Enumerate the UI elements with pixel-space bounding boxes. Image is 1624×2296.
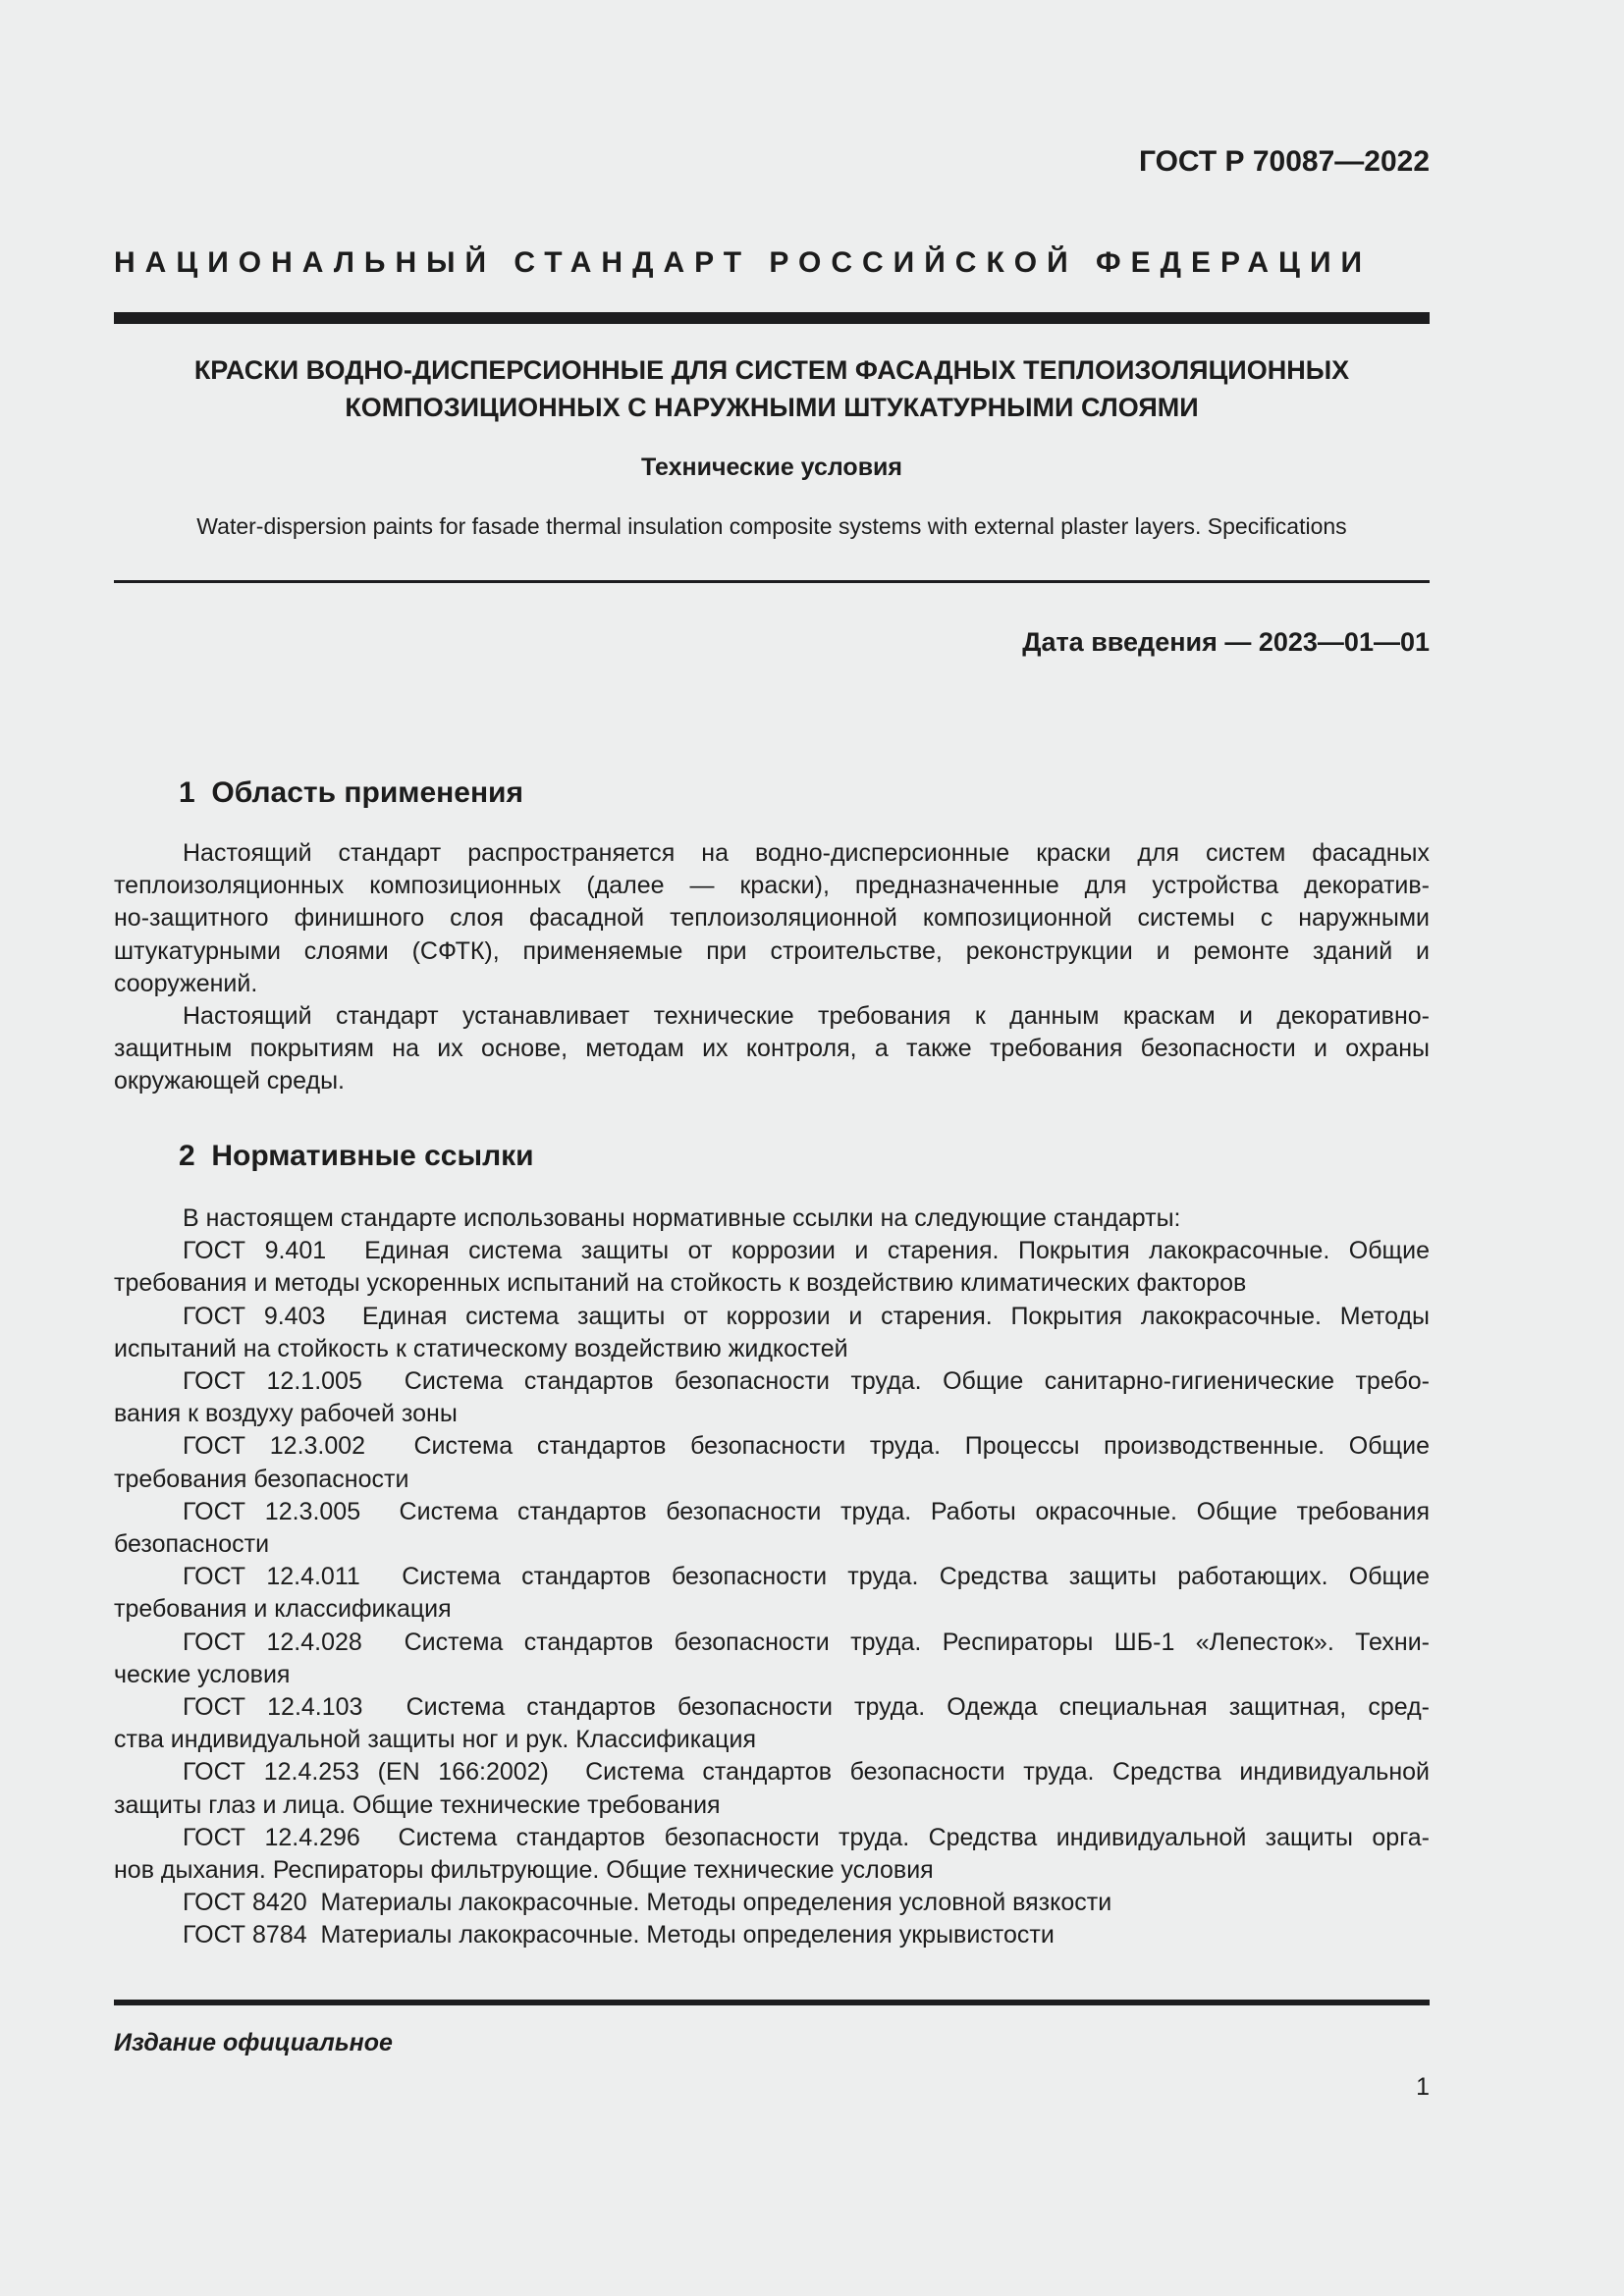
edition-note: Издание официальное bbox=[114, 2029, 393, 2056]
section-1-body bbox=[114, 837, 1430, 1098]
text-line: нов дыхания. Респираторы фильтрующие. Общие технические условия bbox=[114, 1856, 934, 1885]
reference-item bbox=[114, 1627, 1430, 1691]
text-line: защитным покрытиям на их основе, методам их контроля, а также требования безопасности и охраны bbox=[114, 1035, 1430, 1063]
standard-type-banner: НАЦИОНАЛЬНЫЙ СТАНДАРТ РОССИЙСКОЙ ФЕДЕРАЦИИ bbox=[114, 246, 1373, 279]
reference-item bbox=[114, 1235, 1430, 1300]
text-line: штукатурными слоями (СФТК), применяемые при строительстве, реконструкции и ремонте зданий и bbox=[114, 936, 1430, 965]
text-line: ческие условия bbox=[114, 1660, 291, 1688]
footer-rule bbox=[114, 2000, 1430, 2005]
reference-item bbox=[114, 1301, 1430, 1365]
header-rule-thick bbox=[114, 312, 1430, 324]
text-line: ГОСТ 9.403 Единая система защиты от коррозии и старения. Покрытия лакокрасочные. Методы bbox=[183, 1302, 1430, 1330]
document-title bbox=[114, 351, 1430, 426]
text-line: Настоящий стандарт устанавливает технические требования к данным краскам и декоративно- bbox=[183, 1002, 1430, 1031]
document-title-line-2: КОМПОЗИЦИОННЫХ С НАРУЖНЫМИ ШТУКАТУРНЫМИ СЛОЯМИ bbox=[345, 393, 1199, 422]
text-line: Настоящий стандарт распространяется на водно-дисперсионные краски для систем фасадных bbox=[183, 839, 1430, 867]
text-line: ГОСТ 8784 Материалы лакокрасочные. Методы определения укрывистости bbox=[183, 1921, 1055, 1949]
reference-item bbox=[114, 1365, 1430, 1430]
text-line: ГОСТ 8420 Материалы лакокрасочные. Методы определения условной вязкости bbox=[183, 1889, 1112, 1917]
doc-number: ГОСТ Р 70087—2022 bbox=[1138, 145, 1430, 178]
reference-item bbox=[114, 1887, 1430, 1919]
text-line: ГОСТ 12.4.103 Система стандартов безопасности труда. Одежда специальная защитная, сред- bbox=[183, 1693, 1430, 1722]
text-line: ГОСТ 12.4.296 Система стандартов безопасности труда. Средства индивидуальной защиты орга- bbox=[183, 1823, 1430, 1851]
text-line: теплоизоляционных композиционных (далее — краски), предназначенные для устройства декоратив- bbox=[114, 872, 1430, 900]
text-line: испытаний на стойкость к статическому воздействию жидкостей bbox=[114, 1334, 848, 1362]
page-number: 1 bbox=[1416, 2073, 1430, 2101]
section-2-heading: 2 Нормативные ссылки bbox=[179, 1140, 534, 1172]
introduction-date: Дата введения — 2023—01—01 bbox=[1022, 627, 1430, 657]
paragraph bbox=[114, 1000, 1430, 1098]
text-line: окружающей среды. bbox=[114, 1067, 345, 1095]
text-line: ГОСТ 12.4.011 Система стандартов безопасности труда. Средства защиты работающих. Общие bbox=[183, 1563, 1430, 1591]
reference-item bbox=[114, 1430, 1430, 1495]
reference-item bbox=[114, 1756, 1430, 1821]
text-line: требования и методы ускоренных испытаний на стойкость к воздействию климатических факторов bbox=[114, 1269, 1247, 1298]
text-line: вания к воздуху рабочей зоны bbox=[114, 1400, 458, 1428]
text-line: ГОСТ 12.4.253 (EN 166:2002) Система стандартов безопасности труда. Средства индивидуальной bbox=[183, 1758, 1430, 1787]
document-title-english: Water-dispersion paints for fasade thermal insulation composite systems with external plaster layers. Specifications bbox=[196, 513, 1347, 539]
text-line: ГОСТ 12.4.028 Система стандартов безопасности труда. Респираторы ШБ-1 «Лепесток». Техни- bbox=[183, 1628, 1430, 1656]
text-line: ГОСТ 12.3.002 Система стандартов безопасности труда. Процессы производственные. Общие bbox=[183, 1432, 1430, 1461]
text-line: безопасности bbox=[114, 1530, 270, 1559]
paragraph bbox=[114, 837, 1430, 1000]
text-line: ГОСТ 12.3.005 Система стандартов безопасности труда. Работы окрасочные. Общие требования bbox=[183, 1497, 1430, 1525]
reference-item bbox=[114, 1919, 1430, 1951]
text-line: сооружений. bbox=[114, 969, 258, 997]
document-subtitle: Технические условия bbox=[640, 454, 903, 481]
reference-item bbox=[114, 1691, 1430, 1756]
text-line: требования и классификация bbox=[114, 1595, 452, 1624]
text-line: ства индивидуальной защиты ног и рук. Классификация bbox=[114, 1726, 756, 1754]
reference-item bbox=[114, 1822, 1430, 1887]
text-line: ГОСТ 12.1.005 Система стандартов безопасности труда. Общие санитарно-гигиенические требо- bbox=[183, 1367, 1430, 1396]
text-line: защиты глаз и лица. Общие технические требования bbox=[114, 1790, 721, 1819]
text-line: В настоящем стандарте использованы нормативные ссылки на следующие стандарты: bbox=[183, 1204, 1181, 1232]
section-2-body bbox=[114, 1202, 1430, 1952]
reference-item bbox=[114, 1496, 1430, 1561]
title-rule-thin bbox=[114, 580, 1430, 583]
text-line: требования безопасности bbox=[114, 1465, 409, 1493]
text-line: ГОСТ 9.401 Единая система защиты от коррозии и старения. Покрытия лакокрасочные. Общие bbox=[183, 1237, 1430, 1265]
reference-item bbox=[114, 1561, 1430, 1626]
document-title-line-1: КРАСКИ ВОДНО-ДИСПЕРСИОННЫЕ ДЛЯ СИСТЕМ ФАСАДНЫХ ТЕПЛОИЗОЛЯЦИОННЫХ bbox=[193, 355, 1350, 385]
section-1-heading: 1 Область применения bbox=[179, 776, 524, 809]
text-line: но-защитного финишного слоя фасадной теплоизоляционной композиционной системы с наружными bbox=[114, 904, 1430, 933]
